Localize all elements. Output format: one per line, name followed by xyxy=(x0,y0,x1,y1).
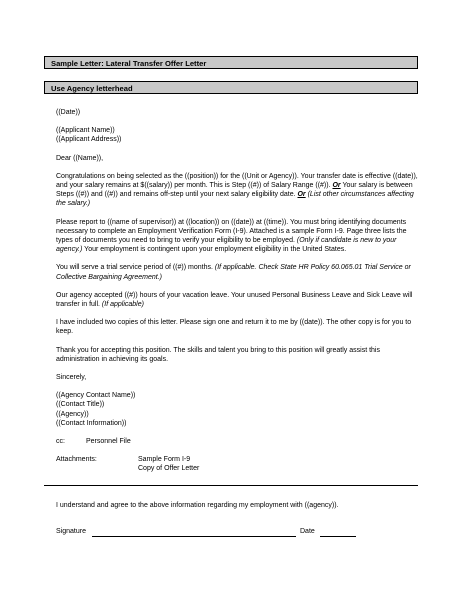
attachments-row-2 xyxy=(56,464,418,473)
date-label: Date xyxy=(300,528,315,535)
signature-line[interactable] xyxy=(92,536,296,537)
signature-label: Signature xyxy=(56,528,86,535)
letter-date: ((Date)) xyxy=(56,109,81,116)
trial-note: (If applicable. Check State HR Policy 60.065.01 Trial Service or Collective Bargaining Agreement.) xyxy=(56,264,411,281)
closing: Sincerely, xyxy=(56,374,87,382)
separator-line xyxy=(44,485,418,486)
leave-note: (If applicable) xyxy=(101,301,144,309)
paragraph-salary xyxy=(56,172,418,209)
applicant-name: ((Applicant Name)) xyxy=(56,127,115,135)
salary-note: (List other circumstances affecting the salary.) xyxy=(56,191,414,208)
signature-row xyxy=(56,528,418,538)
paragraph-leave xyxy=(56,291,418,309)
letterhead-banner: Use Agency letterhead xyxy=(44,81,418,94)
or-marker: Or xyxy=(297,191,306,199)
letter-body xyxy=(56,108,418,474)
attachments-label: Attachments: xyxy=(56,456,97,464)
contact-info: ((Contact Information)) xyxy=(56,419,127,427)
paragraph-report xyxy=(56,218,418,255)
applicant-address: ((Applicant Address)) xyxy=(56,136,122,144)
report-text: Please report to ((name of supervisor)) at ((location)) on ((date)) at ((time)). You must bring identifying documents necessary to complete an Employment Verification Form (I-9). Attached is a sample Form I-9. Page three lists the types of documents you need to bring to verify your eligibility to be employed. xyxy=(56,218,407,245)
report-note: (Only if candidate is new to your agency.) xyxy=(56,237,397,254)
salary-alt-text: Your salary is between Steps ((#)) and ((#)) and remains off-step until your next salary eligibility date. xyxy=(56,182,413,199)
attachments-row xyxy=(56,455,418,464)
contact-title: ((Contact Title)) xyxy=(56,401,105,409)
title-banner: Sample Letter: Lateral Transfer Offer Letter xyxy=(44,56,418,69)
date-line[interactable] xyxy=(320,536,356,537)
paragraph-thanks: Thank you for accepting this position. The skills and talent you bring to this position will greatly assist this administration in achieving its goals. xyxy=(56,346,380,363)
trial-text: You will serve a trial service period of ((#)) months. xyxy=(56,264,215,272)
attachment-item: Sample Form I-9 xyxy=(138,456,191,464)
report-text-end: Your employment is contingent upon your employment eligibility in the United States. xyxy=(82,246,347,254)
cc-value: Personnel File xyxy=(86,438,131,446)
salary-text: Congratulations on being selected as the ((position)) for the ((Unit or Agency)). Your transfer date is effective ((date)), and your salary remains at $((salary)) per month. This is Step ((#)) of Salary Range ((#)). xyxy=(56,172,418,190)
cc-row xyxy=(56,437,418,446)
or-marker: Or xyxy=(332,182,341,190)
salutation: Dear ((Name)), xyxy=(56,154,104,162)
paragraph-trial xyxy=(56,263,418,281)
leave-text: Our agency accepted ((#)) hours of your vacation leave. Your unused Personal Business Leave and Sick Leave will transfer in full. xyxy=(56,291,413,309)
acknowledgement-text: I understand and agree to the above information regarding my employment with ((agency)). xyxy=(56,502,339,509)
paragraph-copies: I have included two copies of this letter. Please sign one and return it to me by ((date)). The other copy is for you to keep. xyxy=(56,319,412,336)
contact-name: ((Agency Contact Name)) xyxy=(56,392,136,400)
cc-label: cc: xyxy=(56,438,65,446)
agency-name: ((Agency)) xyxy=(56,410,89,418)
attachment-item: Copy of Offer Letter xyxy=(138,465,200,473)
